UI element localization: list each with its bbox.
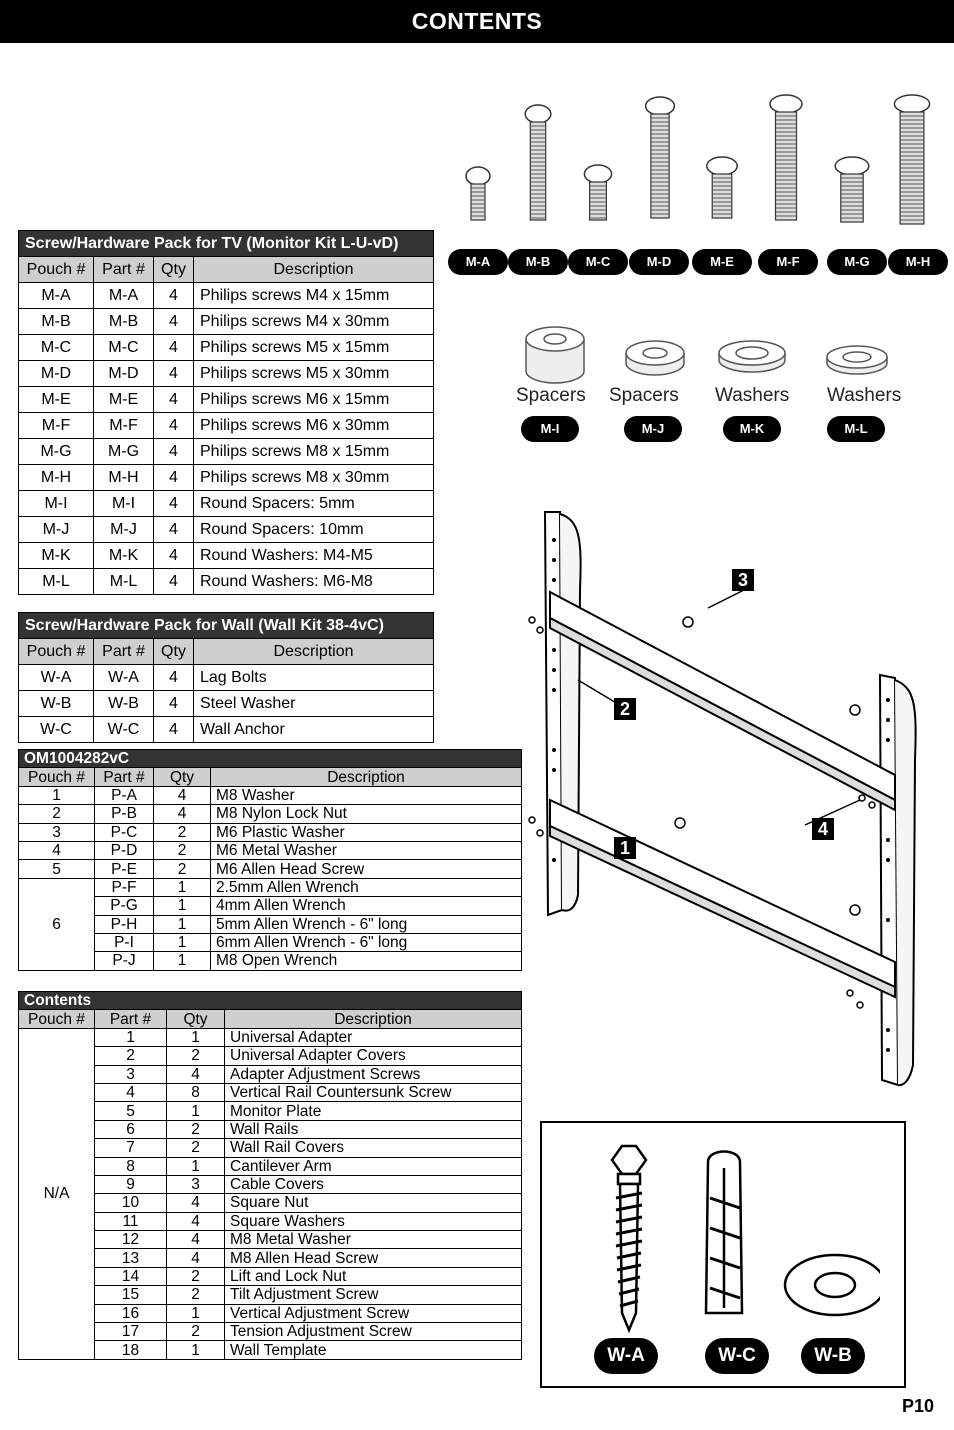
table-row [19, 878, 522, 896]
table-cell: Round Spacers: 10mm [194, 517, 434, 543]
table-cell: M8 Nylon Lock Nut [211, 805, 522, 823]
table-cell: Vertical Adjustment Screw [225, 1304, 522, 1322]
table-row [19, 543, 434, 569]
table-cell: M-B [19, 309, 94, 335]
table-cell: Philips screws M5 x 15mm [194, 335, 434, 361]
table-cell: M6 Allen Head Screw [211, 860, 522, 878]
table-cell: 4 [154, 387, 194, 413]
screw-head-icon [707, 157, 737, 175]
pouch-na-cell: N/A [19, 1028, 95, 1359]
screw-label-badge: M-G [827, 249, 887, 275]
contents-table [18, 991, 522, 1360]
table-cell: 13 [95, 1249, 167, 1267]
table-cell: M-H [94, 465, 154, 491]
table-row [19, 439, 434, 465]
screw-label-badge: M-H [888, 249, 948, 275]
spacer-name: Washers [715, 385, 790, 406]
table-cell: P-D [95, 841, 154, 859]
spacer-name: Spacers [609, 385, 679, 406]
table-row [19, 1047, 522, 1065]
table-cell: Philips screws M8 x 30mm [194, 465, 434, 491]
screw-head-icon [466, 167, 490, 185]
table-row [19, 283, 434, 309]
table-cell: M-H [19, 465, 94, 491]
table-cell: M-E [19, 387, 94, 413]
table-cell: M-F [19, 413, 94, 439]
table-row [19, 361, 434, 387]
table-row [19, 1267, 522, 1285]
table-cell: Steel Washer [194, 691, 434, 717]
table-cell: P-G [95, 897, 154, 915]
table-row [19, 387, 434, 413]
table-cell: M8 Allen Head Screw [225, 1249, 522, 1267]
table-row [19, 1341, 522, 1359]
table-cell: 1 [167, 1102, 225, 1120]
table-cell: 2 [167, 1120, 225, 1138]
screws-illustration [455, 88, 945, 253]
table-cell: 4 [167, 1231, 225, 1249]
table-cell: P-J [95, 952, 154, 970]
table-cell: P-I [95, 933, 154, 951]
table-cell: 3 [167, 1175, 225, 1193]
table-row [19, 1028, 522, 1046]
table-row [19, 1249, 522, 1267]
om-pack-table [18, 749, 522, 971]
column-header: Qty [154, 768, 211, 786]
table-cell: M-K [94, 543, 154, 569]
table-cell: 3 [95, 1065, 167, 1083]
screw-shank [530, 122, 545, 220]
table-row [19, 413, 434, 439]
callout-number: 4 [812, 818, 834, 840]
table-cell: M-B [94, 309, 154, 335]
table-row [19, 665, 434, 691]
table-cell: P-F [95, 878, 154, 896]
table-cell: 4 [154, 439, 194, 465]
table-cell: 18 [95, 1341, 167, 1359]
table-cell: M-E [94, 387, 154, 413]
table-cell: Universal Adapter Covers [225, 1047, 522, 1065]
table-cell: M-A [94, 283, 154, 309]
table-cell: 1 [167, 1341, 225, 1359]
wall-pack-title: Screw/Hardware Pack for Wall (Wall Kit 38-4vC) [19, 613, 434, 639]
table-cell: 2 [95, 1047, 167, 1065]
table-cell: Philips screws M4 x 15mm [194, 283, 434, 309]
table-cell: 17 [95, 1323, 167, 1341]
table-cell: 4 [154, 786, 211, 804]
table-cell: 2 [19, 805, 95, 823]
table-row [19, 465, 434, 491]
table-cell: 3 [19, 823, 95, 841]
table-cell: 4 [167, 1065, 225, 1083]
table-row [19, 1102, 522, 1120]
wall-hardware-badge: W-A [594, 1338, 658, 1374]
table-row [19, 1323, 522, 1341]
table-cell: 7 [95, 1139, 167, 1157]
table-cell: Tension Adjustment Screw [225, 1323, 522, 1341]
page-number: P10 [901, 1396, 934, 1416]
table-cell: Cantilever Arm [225, 1157, 522, 1175]
screw-label-badge: M-B [508, 249, 568, 275]
table-row [19, 841, 522, 859]
table-cell: 4 [154, 517, 194, 543]
table-row [19, 805, 522, 823]
table-row [19, 933, 522, 951]
table-cell: 4 [154, 465, 194, 491]
table-cell: M-L [19, 569, 94, 595]
table-cell: 4 [154, 283, 194, 309]
table-cell: M-C [94, 335, 154, 361]
table-cell: M-F [94, 413, 154, 439]
screw-label-badge: M-E [692, 249, 752, 275]
table-row [19, 569, 434, 595]
spacer-code-badge: M-I [521, 416, 579, 442]
table-cell: M-G [19, 439, 94, 465]
table-cell: M-C [19, 335, 94, 361]
table-cell: W-C [19, 717, 94, 743]
table-cell: 4 [167, 1194, 225, 1212]
table-row [19, 1231, 522, 1249]
table-row [19, 335, 434, 361]
table-cell: P-B [95, 805, 154, 823]
column-header: Part # [95, 1010, 167, 1028]
table-row [19, 823, 522, 841]
spacer-code-badge: M-J [624, 416, 682, 442]
table-cell: 10 [95, 1194, 167, 1212]
table-cell: 8 [95, 1157, 167, 1175]
table-cell: Adapter Adjustment Screws [225, 1065, 522, 1083]
table-cell: 2 [167, 1047, 225, 1065]
screw-shank [471, 184, 485, 220]
table-cell: Philips screws M5 x 30mm [194, 361, 434, 387]
screw-head-icon [770, 95, 802, 113]
wall-hardware-badge: W-B [801, 1338, 865, 1374]
column-header: Part # [95, 768, 154, 786]
table-cell: Round Washers: M4-M5 [194, 543, 434, 569]
table-cell: Lift and Lock Nut [225, 1267, 522, 1285]
table-cell: 4 [154, 309, 194, 335]
table-cell: W-B [19, 691, 94, 717]
column-header: Part # [94, 639, 154, 665]
table-cell: 2 [167, 1323, 225, 1341]
table-row [19, 915, 522, 933]
table-row [19, 1120, 522, 1138]
table-cell: M-J [19, 517, 94, 543]
wall-pack-table [18, 612, 434, 743]
column-header: Description [194, 257, 434, 283]
screw-label-badge: M-A [448, 249, 508, 275]
table-cell: M-D [94, 361, 154, 387]
table-cell: 4 [154, 691, 194, 717]
spacer-name: Washers [827, 385, 902, 406]
table-row [19, 897, 522, 915]
screw-shank [712, 174, 732, 218]
screw-label-badge: M-C [568, 249, 628, 275]
column-header: Pouch # [19, 1010, 95, 1028]
wall-hardware-illustration [590, 1138, 880, 1338]
screw-head-icon [894, 95, 929, 113]
table-cell: P-A [95, 786, 154, 804]
callout-number: 3 [732, 569, 754, 591]
table-cell: Philips screws M6 x 30mm [194, 413, 434, 439]
table-cell: 4 [154, 569, 194, 595]
table-row [19, 517, 434, 543]
table-cell: Lag Bolts [194, 665, 434, 691]
table-cell: 4 [154, 361, 194, 387]
table-cell: M-L [94, 569, 154, 595]
wall-hardware-badge: W-C [705, 1338, 769, 1374]
table-cell: W-A [19, 665, 94, 691]
table-cell: 1 [154, 897, 211, 915]
table-cell: 11 [95, 1212, 167, 1230]
table-cell: 4 [154, 413, 194, 439]
table-row [19, 1139, 522, 1157]
table-cell: Square Washers [225, 1212, 522, 1230]
spacer-name: Spacers [516, 385, 586, 406]
table-cell: 4 [154, 543, 194, 569]
table-row [19, 491, 434, 517]
table-cell: Tilt Adjustment Screw [225, 1286, 522, 1304]
table-row [19, 1212, 522, 1230]
table-row [19, 1065, 522, 1083]
table-cell: P-H [95, 915, 154, 933]
table-cell: 4mm Allen Wrench [211, 897, 522, 915]
table-cell: 4 [154, 491, 194, 517]
table-cell: M8 Metal Washer [225, 1231, 522, 1249]
column-header: Pouch # [19, 639, 94, 665]
table-cell: M-I [94, 491, 154, 517]
table-cell: Square Nut [225, 1194, 522, 1212]
screw-head-icon [525, 105, 551, 123]
screw-label-badge: M-F [758, 249, 818, 275]
table-cell: M6 Plastic Washer [211, 823, 522, 841]
table-cell: 2.5mm Allen Wrench [211, 878, 522, 896]
table-cell: 4 [167, 1212, 225, 1230]
contents-title: Contents [19, 992, 522, 1010]
callout-number: 1 [614, 837, 636, 859]
table-cell: 5 [19, 860, 95, 878]
table-cell: 6 [19, 878, 95, 970]
table-cell: M-G [94, 439, 154, 465]
column-header: Qty [167, 1010, 225, 1028]
table-cell: W-A [94, 665, 154, 691]
table-row [19, 1083, 522, 1101]
tv-pack-table [18, 230, 434, 595]
table-row [19, 309, 434, 335]
table-cell: M-J [94, 517, 154, 543]
table-row [19, 1194, 522, 1212]
spacer-code-badge: M-L [827, 416, 885, 442]
table-cell: 2 [167, 1139, 225, 1157]
page-header [0, 0, 954, 43]
table-row [19, 1175, 522, 1193]
table-cell: 2 [167, 1286, 225, 1304]
table-cell: W-B [94, 691, 154, 717]
column-header: Part # [94, 257, 154, 283]
column-header: Description [225, 1010, 522, 1028]
table-cell: W-C [94, 717, 154, 743]
column-header: Qty [154, 257, 194, 283]
table-cell: 4 [154, 335, 194, 361]
table-cell: 16 [95, 1304, 167, 1322]
table-cell: 4 [167, 1249, 225, 1267]
table-row [19, 952, 522, 970]
table-row [19, 1304, 522, 1322]
table-cell: 15 [95, 1286, 167, 1304]
table-row [19, 691, 434, 717]
table-cell: Monitor Plate [225, 1102, 522, 1120]
wall-plate-diagram [520, 500, 920, 1100]
table-cell: 4 [154, 805, 211, 823]
column-header: Qty [154, 639, 194, 665]
table-cell: 6 [95, 1120, 167, 1138]
column-header: Pouch # [19, 768, 95, 786]
table-cell: Wall Template [225, 1341, 522, 1359]
table-cell: Cable Covers [225, 1175, 522, 1193]
table-cell: 12 [95, 1231, 167, 1249]
screw-label-badge: M-D [629, 249, 689, 275]
table-cell: 1 [167, 1157, 225, 1175]
table-cell: 5 [95, 1102, 167, 1120]
table-cell: Philips screws M8 x 15mm [194, 439, 434, 465]
table-row [19, 1157, 522, 1175]
table-cell: M8 Washer [211, 786, 522, 804]
table-cell: Round Spacers: 5mm [194, 491, 434, 517]
table-cell: Vertical Rail Countersunk Screw [225, 1083, 522, 1101]
column-header: Description [211, 768, 522, 786]
table-cell: 1 [154, 933, 211, 951]
table-cell: Universal Adapter [225, 1028, 522, 1046]
table-cell: 9 [95, 1175, 167, 1193]
table-cell: 2 [167, 1267, 225, 1285]
table-cell: 1 [154, 878, 211, 896]
table-cell: 4 [95, 1083, 167, 1101]
table-row [19, 786, 522, 804]
column-header: Pouch # [19, 257, 94, 283]
table-cell: 1 [95, 1028, 167, 1046]
table-cell: Round Washers: M6-M8 [194, 569, 434, 595]
table-cell: M8 Open Wrench [211, 952, 522, 970]
table-cell: M-I [19, 491, 94, 517]
table-cell: 8 [167, 1083, 225, 1101]
table-cell: Wall Anchor [194, 717, 434, 743]
table-cell: M6 Metal Washer [211, 841, 522, 859]
table-cell: M-K [19, 543, 94, 569]
table-cell: 4 [19, 841, 95, 859]
table-cell: 4 [154, 665, 194, 691]
screw-head-icon [584, 165, 611, 183]
screw-head-icon [835, 157, 869, 175]
table-cell: M-A [19, 283, 94, 309]
screw-head-icon [646, 97, 675, 115]
table-cell: 1 [154, 952, 211, 970]
table-cell: P-C [95, 823, 154, 841]
table-cell: Wall Rails [225, 1120, 522, 1138]
table-cell: 2 [154, 823, 211, 841]
table-row [19, 717, 434, 743]
table-cell: Wall Rail Covers [225, 1139, 522, 1157]
spacer-code-badge: M-K [723, 416, 781, 442]
table-cell: 6mm Allen Wrench - 6" long [211, 933, 522, 951]
table-cell: M-D [19, 361, 94, 387]
table-cell: P-E [95, 860, 154, 878]
tv-pack-title: Screw/Hardware Pack for TV (Monitor Kit L-U-vD) [19, 231, 434, 257]
table-cell: 1 [167, 1028, 225, 1046]
page-title: CONTENTS [411, 8, 543, 34]
table-row [19, 1286, 522, 1304]
column-header: Description [194, 639, 434, 665]
table-row [19, 860, 522, 878]
table-cell: 4 [154, 717, 194, 743]
table-cell: 14 [95, 1267, 167, 1285]
table-cell: 1 [167, 1304, 225, 1322]
table-cell: Philips screws M4 x 30mm [194, 309, 434, 335]
om-pack-title: OM1004282vC [19, 750, 522, 768]
table-cell: 2 [154, 841, 211, 859]
table-cell: 1 [19, 786, 95, 804]
table-cell: Philips screws M6 x 15mm [194, 387, 434, 413]
table-cell: 5mm Allen Wrench - 6" long [211, 915, 522, 933]
table-cell: 2 [154, 860, 211, 878]
table-cell: 1 [154, 915, 211, 933]
callout-number: 2 [614, 698, 636, 720]
